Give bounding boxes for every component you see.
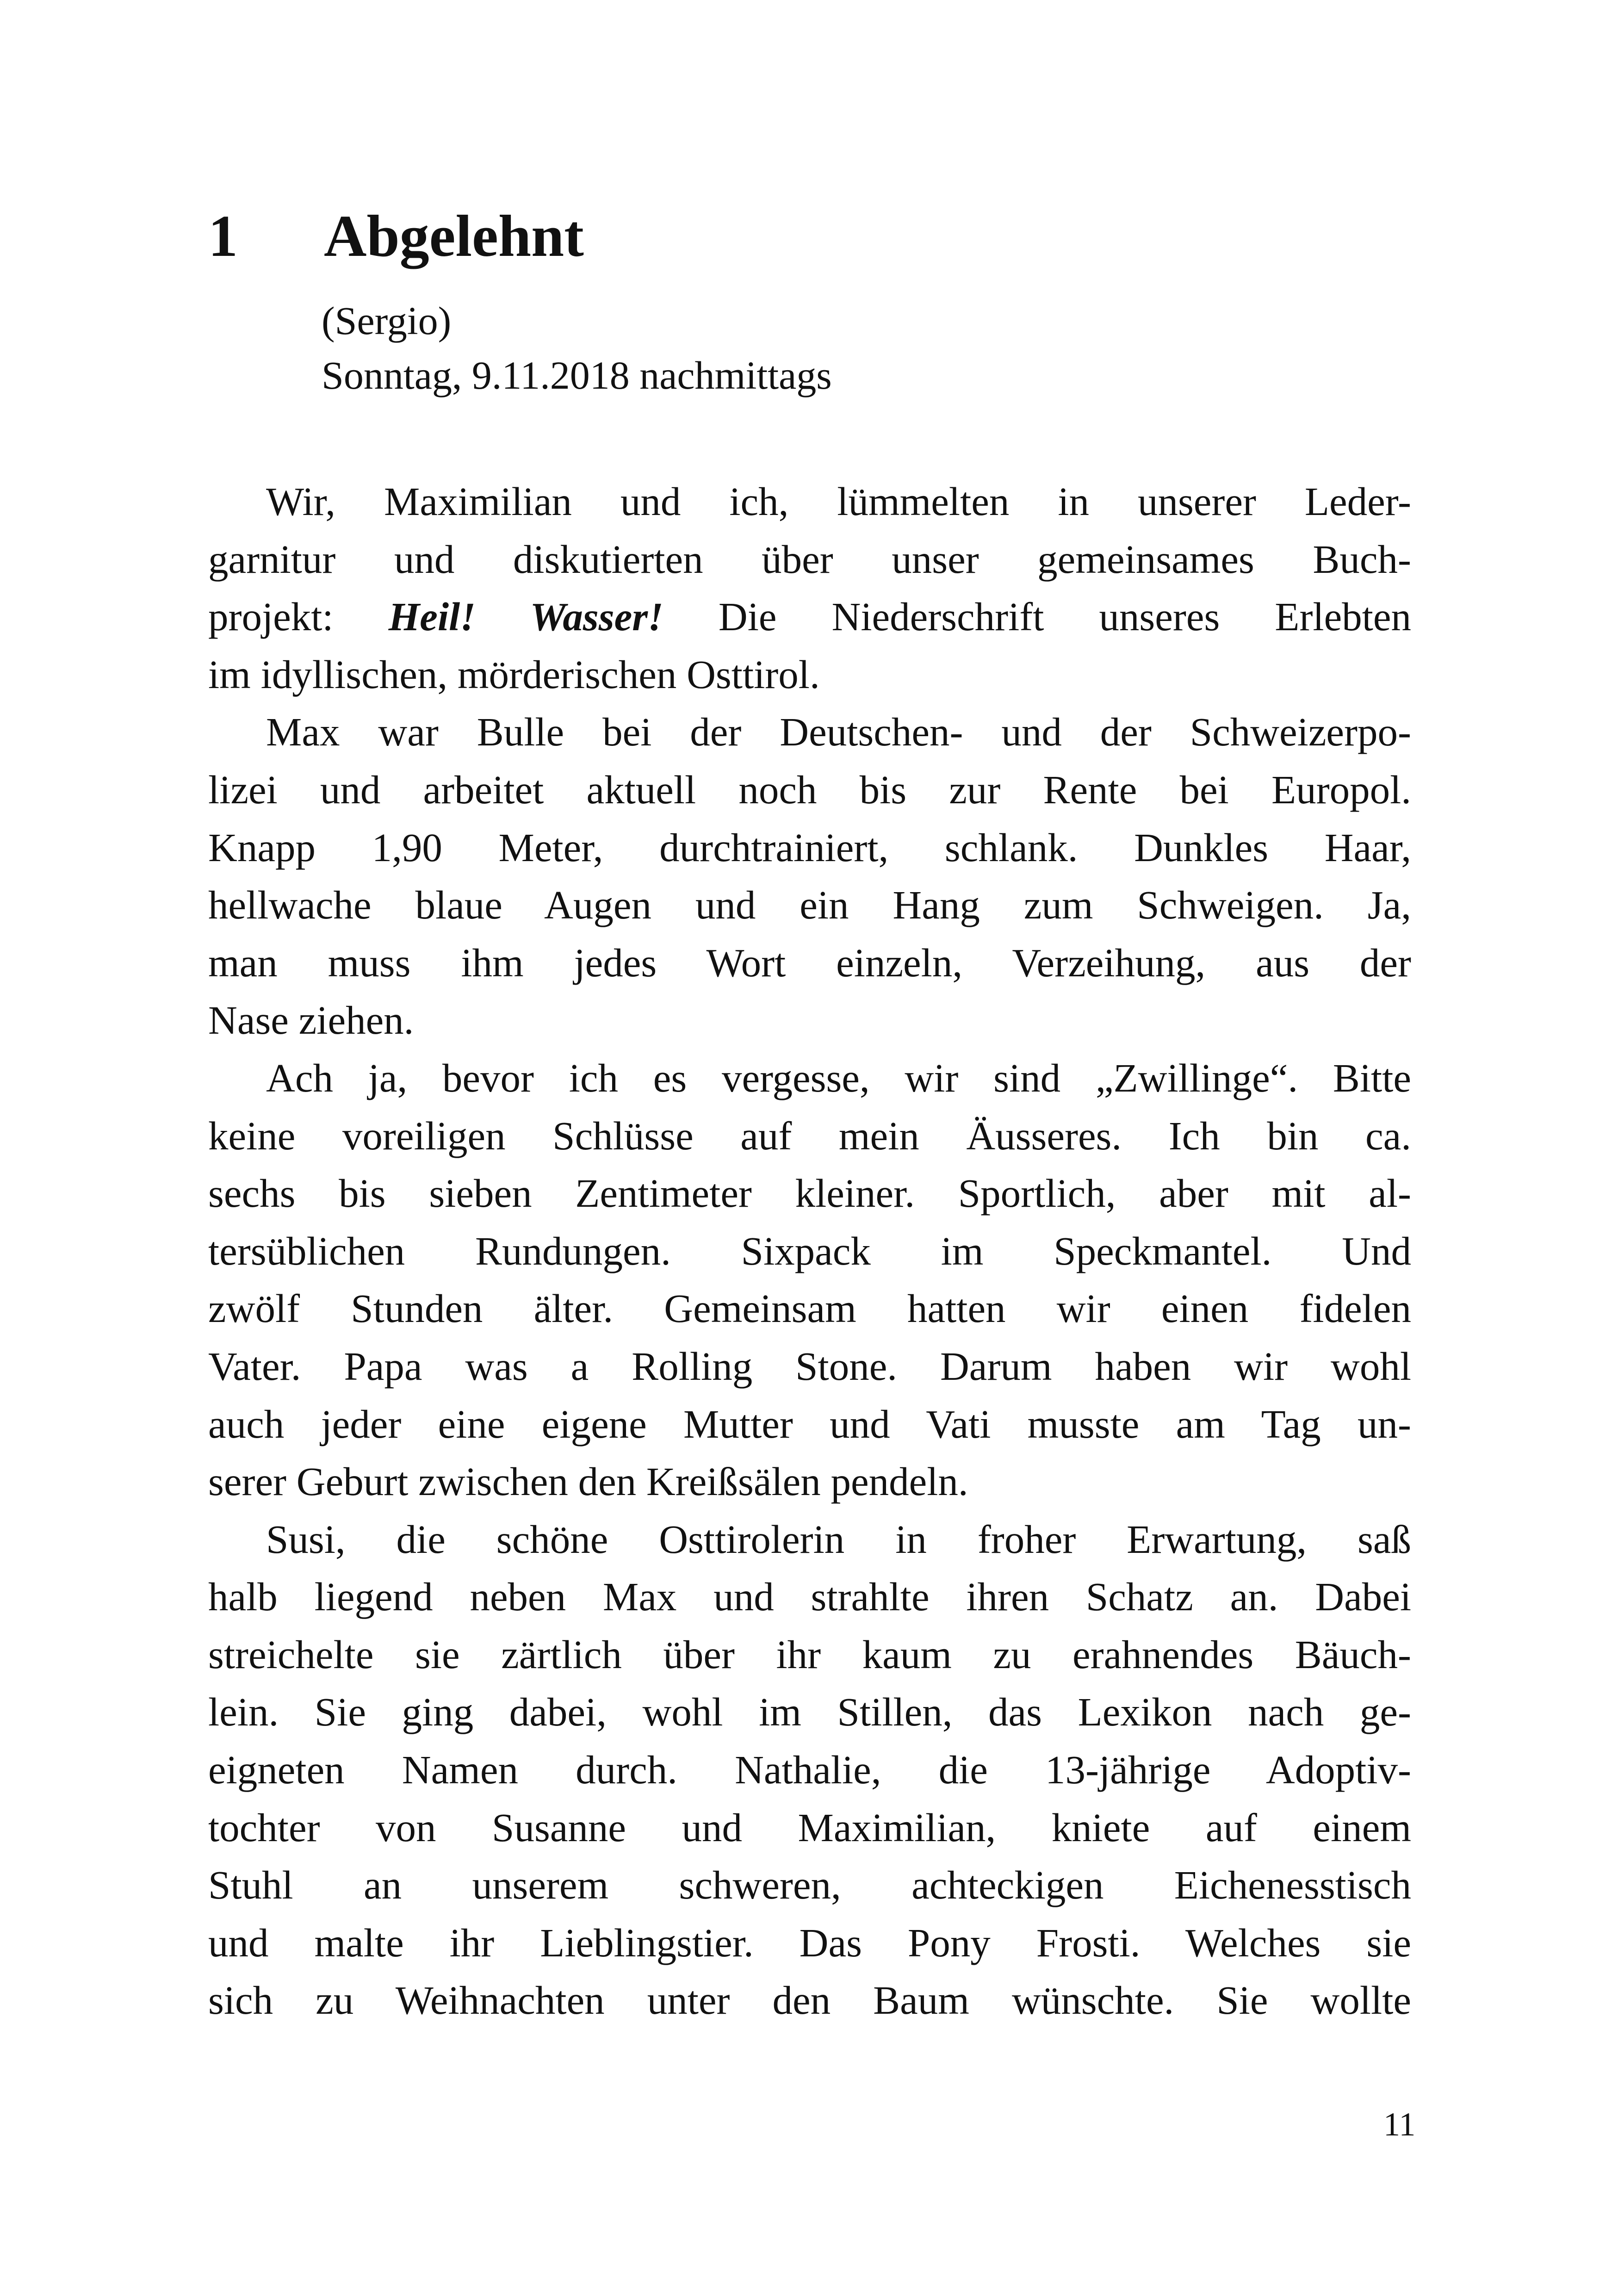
body-text bbox=[208, 473, 1411, 2029]
page-number: 11 bbox=[1383, 2106, 1416, 2143]
text-line: keine voreiligen Schlüsse auf mein Äusseres. Ich bin ca. bbox=[208, 1113, 1411, 1158]
text-line: Stuhl an unserem schweren, achteckigen Eichenesstisch bbox=[208, 1862, 1411, 1908]
text-line-with-book-title bbox=[208, 588, 1411, 646]
paragraph-2 bbox=[208, 703, 1411, 1049]
paragraph-1 bbox=[208, 473, 1411, 703]
text-line: streichelte sie zärtlich über ihr kaum zu erahnendes Bäuch- bbox=[208, 1632, 1411, 1677]
text-line: lein. Sie ging dabei, wohl im Stillen, das Lexikon nach ge- bbox=[208, 1689, 1411, 1735]
paragraph-3 bbox=[208, 1049, 1411, 1511]
text-line: Wir, Maximilian und ich, lümmelten in unserer Leder- bbox=[266, 479, 1411, 524]
text-line: lizei und arbeitet aktuell noch bis zur Rente bei Europol. bbox=[208, 767, 1411, 812]
text-line: serer Geburt zwischen den Kreißsälen pendeln. bbox=[208, 1459, 968, 1504]
text-line: Ach ja, bevor ich es vergesse, wir sind „Zwillinge“. Bitte bbox=[266, 1055, 1411, 1100]
text-line: Knapp 1,90 Meter, durchtrainiert, schlank. Dunkles Haar, bbox=[208, 825, 1411, 870]
text-line: Susi, die schöne Osttirolerin in froher Erwartung, saß bbox=[266, 1516, 1411, 1562]
text-line: im idyllischen, mörderischen Osttirol. bbox=[208, 652, 820, 697]
line-text-before: projekt: bbox=[208, 594, 389, 639]
text-line: Nase ziehen. bbox=[208, 998, 414, 1043]
text-line: hellwache blaue Augen und ein Hang zum Schweigen. Ja, bbox=[208, 882, 1411, 928]
text-line: zwölf Stunden älter. Gemeinsam hatten wir einen fidelen bbox=[208, 1286, 1411, 1331]
chapter-number: 1 bbox=[208, 203, 238, 269]
book-title-emphasis: Heil! Wasser! bbox=[388, 594, 663, 639]
text-line: und malte ihr Lieblingstier. Das Pony Frosti. Welches sie bbox=[208, 1920, 1411, 1965]
text-line: sich zu Weihnachten unter den Baum wünschte. Sie wollte bbox=[208, 1978, 1411, 2023]
text-line: eigneten Namen durch. Nathalie, die 13-jährige Adoptiv- bbox=[208, 1747, 1411, 1793]
text-line: auch jeder eine eigene Mutter und Vati musste am Tag un- bbox=[208, 1401, 1411, 1446]
text-line: man muss ihm jedes Wort einzeln, Verzeihung, aus der bbox=[208, 940, 1411, 985]
chapter-heading bbox=[208, 204, 584, 269]
text-line: Max war Bulle bei der Deutschen- und der Schweizerpo- bbox=[266, 709, 1411, 755]
chapter-title: Abgelehnt bbox=[324, 203, 584, 269]
text-line: Vater. Papa was a Rolling Stone. Darum haben wir wohl bbox=[208, 1343, 1411, 1389]
text-line: garnitur und diskutierten über unser gemeinsames Buch- bbox=[208, 536, 1411, 582]
text-line: halb liegend neben Max und strahlte ihren Schatz an. Dabei bbox=[208, 1574, 1411, 1620]
chapter-narrator: (Sergio) bbox=[322, 298, 452, 343]
text-line: tersüblichen Rundungen. Sixpack im Speckmantel. Und bbox=[208, 1228, 1411, 1273]
text-line: tochter von Susanne und Maximilian, kniete auf einem bbox=[208, 1805, 1411, 1850]
line-text-after: Die Niederschrift unseres Erlebten bbox=[663, 594, 1411, 639]
paragraph-4 bbox=[208, 1511, 1411, 2029]
chapter-date: Sonntag, 9.11.2018 nachmittags bbox=[322, 353, 832, 397]
text-line: sechs bis sieben Zentimeter kleiner. Sportlich, aber mit al- bbox=[208, 1171, 1411, 1216]
